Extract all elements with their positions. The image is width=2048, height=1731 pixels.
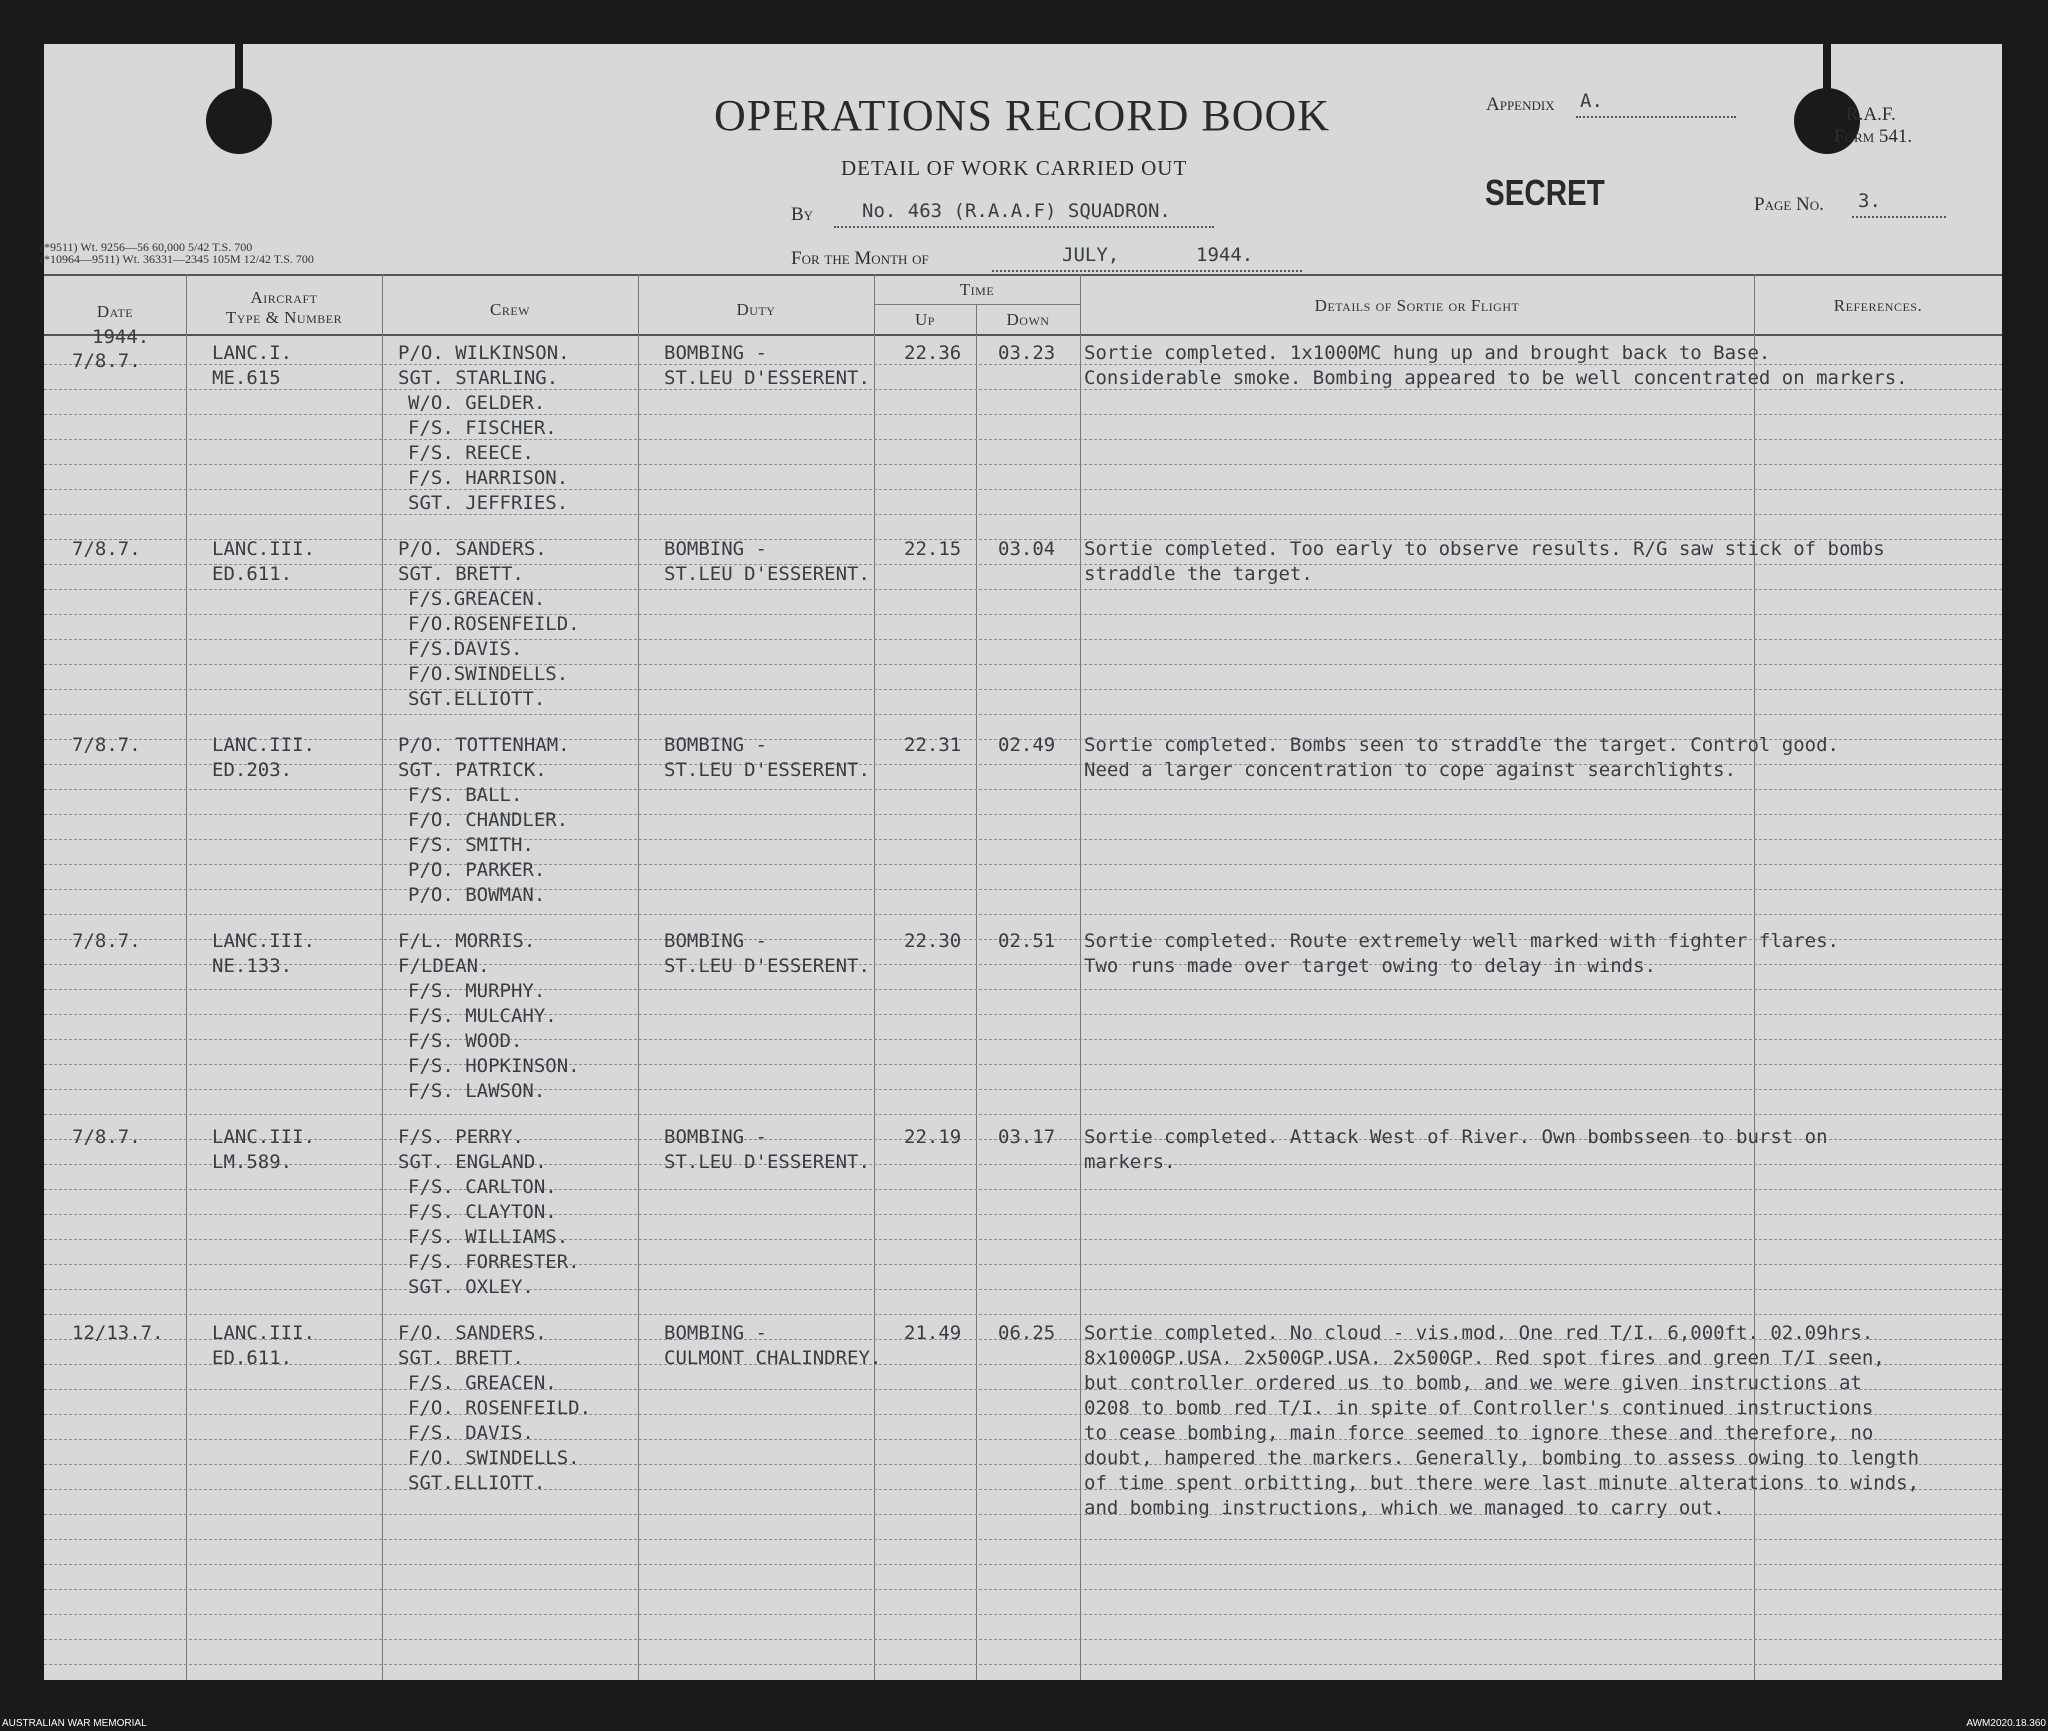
appendix-value: A.	[1580, 90, 1603, 112]
crew-member: P/O. BOWMAN.	[408, 884, 546, 906]
time-up: 21.49	[904, 1322, 962, 1344]
crew-member: F/O. SANDERS.	[398, 1322, 547, 1344]
aircraft-type: LANC.I.	[212, 342, 293, 364]
ruled-line	[44, 1589, 2002, 1590]
sortie-detail-line: markers.	[1084, 1151, 1176, 1173]
crew-member: P/O. TOTTENHAM.	[398, 734, 570, 756]
ruled-line	[44, 1539, 2002, 1540]
duty: BOMBING -	[664, 930, 767, 952]
aircraft-type: LANC.III.	[212, 538, 315, 560]
ruled-line	[44, 914, 2002, 915]
ruled-line	[44, 1239, 2002, 1240]
ruled-line	[44, 664, 2002, 665]
col-crew: Crew	[490, 300, 530, 319]
crew-member: F/S. PERRY.	[398, 1126, 524, 1148]
crew-member: F/O.ROSENFEILD.	[408, 613, 580, 635]
entry-date: 7/8.7.	[72, 350, 141, 372]
sortie-detail-line: Considerable smoke. Bombing appeared to be well concentrated on markers.	[1084, 367, 1908, 389]
duty-target: ST.LEU D'ESSERENT.	[664, 759, 870, 781]
binder-hole-left	[206, 88, 272, 154]
page-no-label: Page No.	[1754, 194, 1824, 215]
aircraft-type: LANC.III.	[212, 930, 315, 952]
crew-member: F/S. WOOD.	[408, 1030, 523, 1052]
time-down: 03.17	[998, 1126, 1056, 1148]
crew-member: F/O. ROSENFEILD.	[408, 1397, 592, 1419]
ruled-line	[44, 1214, 2002, 1215]
time-down: 02.49	[998, 734, 1056, 756]
ruled-line	[44, 864, 2002, 865]
ruled-line	[44, 389, 2002, 390]
time-up: 22.36	[904, 342, 962, 364]
year-note: 1944.	[92, 326, 150, 348]
sortie-detail-line: Sortie completed. Attack West of River. Own bombsseen to burst on	[1084, 1126, 1828, 1148]
crew-member: F/S. REECE.	[408, 442, 534, 464]
sortie-detail-line: but controller ordered us to bomb, and we were given instructions at	[1084, 1372, 1862, 1394]
sortie-detail-line: Sortie completed. Too early to observe results. R/G saw stick of bombs	[1084, 538, 1885, 560]
crew-member: F/S. GREACEN.	[408, 1372, 557, 1394]
duty-target: ST.LEU D'ESSERENT.	[664, 1151, 870, 1173]
ruled-line	[44, 514, 2002, 515]
entry-date: 7/8.7.	[72, 1126, 141, 1148]
ruled-line	[44, 614, 2002, 615]
ruled-line	[44, 589, 2002, 590]
ruled-line	[44, 989, 2002, 990]
ruled-line	[44, 1264, 2002, 1265]
col-details: Details of Sortie or Flight	[1314, 296, 1520, 315]
entry-date: 12/13.7.	[72, 1322, 164, 1344]
month-value: JULY,	[1062, 244, 1120, 266]
crew-member: W/O. GELDER.	[408, 392, 546, 414]
crew-member: SGT.ELLIOTT.	[408, 1472, 546, 1494]
col-aircraft: Aircraft	[250, 288, 318, 307]
col-aircraft-sub: Type & Number	[225, 308, 343, 327]
col-date: Date	[96, 302, 134, 321]
by-label: By	[791, 204, 814, 225]
sortie-detail-line: 0208 to bomb red T/I. in spite of Controller's continued instructions	[1084, 1397, 1874, 1419]
page-subtitle: DETAIL OF WORK CARRIED OUT	[841, 156, 1188, 180]
aircraft-number: ED.611.	[212, 1347, 293, 1369]
sortie-detail-line: 8x1000GP.USA. 2x500GP.USA. 2x500GP. Red spot fires and green T/I seen,	[1084, 1347, 1885, 1369]
crew-member: SGT. OXLEY.	[408, 1276, 534, 1298]
secret-stamp: SECRET	[1485, 172, 1605, 213]
crew-member: SGT. PATRICK.	[398, 759, 547, 781]
ruled-line	[44, 1164, 2002, 1165]
aircraft-type: LANC.III.	[212, 1126, 315, 1148]
col-references: References.	[1833, 296, 1923, 315]
page-title: OPERATIONS RECORD BOOK	[714, 91, 1331, 140]
page-no-value: 3.	[1858, 190, 1881, 212]
crew-member: F/S.GREACEN.	[408, 588, 546, 610]
form-sheet	[40, 44, 2002, 1680]
ruled-line	[44, 414, 2002, 415]
crew-member: F/S.DAVIS.	[408, 638, 523, 660]
header-bottom-rule	[44, 334, 2002, 336]
crew-member: F/S. FORRESTER.	[408, 1251, 580, 1273]
print-code-1: (*9511) Wt. 9256—56 60,000 5/42 T.S. 700	[40, 240, 253, 254]
ruled-line	[44, 489, 2002, 490]
ruled-line	[44, 464, 2002, 465]
ruled-line	[44, 789, 2002, 790]
entry-date: 7/8.7.	[72, 734, 141, 756]
crew-member: F/S. CLAYTON.	[408, 1201, 557, 1223]
sortie-detail-line: to cease bombing, main force seemed to ignore these and therefore, no	[1084, 1422, 1874, 1444]
crew-member: SGT.ELLIOTT.	[408, 688, 546, 710]
sortie-detail-line: Sortie completed. Route extremely well marked with fighter flares.	[1084, 930, 1839, 952]
aircraft-number: ME.615	[212, 367, 281, 389]
ruled-line	[44, 714, 2002, 715]
entry-date: 7/8.7.	[72, 930, 141, 952]
sortie-detail-line: and bombing instructions, which we managed to carry out.	[1084, 1497, 1725, 1519]
ruled-line	[44, 639, 2002, 640]
time-up: 22.19	[904, 1126, 962, 1148]
aircraft-number: NE.133.	[212, 955, 293, 977]
entry-date: 7/8.7.	[72, 538, 141, 560]
squadron-value: No. 463 (R.A.A.F) SQUADRON.	[862, 200, 1171, 222]
ruled-line	[44, 1114, 2002, 1115]
col-down: Down	[1006, 310, 1050, 329]
ruled-line	[44, 1189, 2002, 1190]
aircraft-number: LM.589.	[212, 1151, 293, 1173]
footer-left: AUSTRALIAN WAR MEMORIAL	[2, 1718, 147, 1729]
col-time: Time	[959, 280, 995, 299]
crew-member: SGT. ENGLAND.	[398, 1151, 547, 1173]
crew-member: F/S. WILLIAMS.	[408, 1226, 569, 1248]
time-down: 03.23	[998, 342, 1056, 364]
ruled-line	[44, 814, 2002, 815]
raf-label: R.A.F.	[1846, 104, 1896, 125]
print-code-2: (*10964—9511) Wt. 36331—2345 105M 12/42 T.S. 700	[40, 252, 314, 266]
crew-member: F/S. HOPKINSON.	[408, 1055, 580, 1077]
col-up: Up	[915, 310, 935, 329]
duty: BOMBING -	[664, 1126, 767, 1148]
crew-member: F/O.SWINDELLS.	[408, 663, 569, 685]
crew-member: F/LDEAN.	[398, 955, 490, 977]
crew-member: F/S. CARLTON.	[408, 1176, 557, 1198]
time-down: 03.04	[998, 538, 1056, 560]
month-label: For the Month of	[791, 248, 929, 269]
ruled-line	[44, 1014, 2002, 1015]
ruled-line	[44, 364, 2002, 365]
aircraft-number: ED.203.	[212, 759, 293, 781]
crew-member: SGT. STARLING.	[398, 367, 559, 389]
crew-member: F/S. FISCHER.	[408, 417, 557, 439]
duty: BOMBING -	[664, 342, 767, 364]
crew-member: F/S. HARRISON.	[408, 467, 569, 489]
sortie-detail-line: straddle the target.	[1084, 563, 1313, 585]
ruled-line	[44, 439, 2002, 440]
crew-member: F/L. MORRIS.	[398, 930, 536, 952]
ruled-line	[44, 689, 2002, 690]
time-down: 02.51	[998, 930, 1056, 952]
crew-member: F/S. DAVIS.	[408, 1422, 534, 1444]
sortie-detail-line: Sortie completed. Bombs seen to straddle the target. Control good.	[1084, 734, 1839, 756]
ruled-line	[44, 1664, 2002, 1665]
footer-right: AWM2020.18.360	[1966, 1718, 2046, 1729]
duty-target: ST.LEU D'ESSERENT.	[664, 563, 870, 585]
crew-member: F/O. SWINDELLS.	[408, 1447, 580, 1469]
crew-member: F/S. LAWSON.	[408, 1080, 546, 1102]
ruled-line	[44, 1289, 2002, 1290]
crew-member: SGT. JEFFRIES.	[408, 492, 569, 514]
duty: BOMBING -	[664, 1322, 767, 1344]
duty-target: CULMONT CHALINDREY.	[664, 1347, 882, 1369]
ruled-line	[44, 1614, 2002, 1615]
aircraft-type: LANC.III.	[212, 1322, 315, 1344]
ruled-line	[44, 889, 2002, 890]
ruled-line	[44, 1064, 2002, 1065]
duty-target: ST.LEU D'ESSERENT.	[664, 367, 870, 389]
ruled-line	[44, 839, 2002, 840]
appendix-label: Appendix	[1486, 94, 1555, 115]
ruled-line	[44, 1089, 2002, 1090]
crew-member: P/O. PARKER.	[408, 859, 546, 881]
ruled-line	[44, 964, 2002, 965]
crew-member: F/S. SMITH.	[408, 834, 534, 856]
sortie-detail-line: Need a larger concentration to cope against searchlights.	[1084, 759, 1737, 781]
crew-member: SGT. BRETT.	[398, 563, 524, 585]
time-subheader-rule	[874, 304, 1080, 305]
time-down: 06.25	[998, 1322, 1056, 1344]
sortie-detail-line: Sortie completed. 1x1000MC hung up and brought back to Base.	[1084, 342, 1771, 364]
ruled-line	[44, 1039, 2002, 1040]
crew-member: SGT. BRETT.	[398, 1347, 524, 1369]
crew-member: F/S. MURPHY.	[408, 980, 546, 1002]
year-value: 1944.	[1196, 244, 1254, 266]
ruled-line	[44, 1639, 2002, 1640]
duty: BOMBING -	[664, 538, 767, 560]
ruled-line	[44, 1314, 2002, 1315]
aircraft-number: ED.611.	[212, 563, 293, 585]
ruled-line	[44, 564, 2002, 565]
time-up: 22.31	[904, 734, 962, 756]
crew-member: F/O. CHANDLER.	[408, 809, 569, 831]
ruled-line	[44, 1564, 2002, 1565]
sortie-detail-line: Two runs made over target owing to delay in winds.	[1084, 955, 1656, 977]
sortie-detail-line: doubt, hampered the markers. Generally, bombing to assess owing to length	[1084, 1447, 1920, 1469]
aircraft-type: LANC.III.	[212, 734, 315, 756]
time-up: 22.15	[904, 538, 962, 560]
sortie-detail-line: of time spent orbitting, but there were last minute alterations to winds,	[1084, 1472, 1920, 1494]
duty-target: ST.LEU D'ESSERENT.	[664, 955, 870, 977]
crew-member: F/S. MULCAHY.	[408, 1005, 557, 1027]
time-up: 22.30	[904, 930, 962, 952]
table-top-rule	[44, 274, 2002, 276]
crew-member: P/O. WILKINSON.	[398, 342, 570, 364]
form-label: Form 541.	[1834, 126, 1913, 147]
col-duty: Duty	[736, 300, 776, 319]
crew-member: P/O. SANDERS.	[398, 538, 547, 560]
sortie-detail-line: Sortie completed. No cloud - vis.mod. One red T/I. 6,000ft. 02.09hrs.	[1084, 1322, 1874, 1344]
duty: BOMBING -	[664, 734, 767, 756]
crew-member: F/S. BALL.	[408, 784, 523, 806]
